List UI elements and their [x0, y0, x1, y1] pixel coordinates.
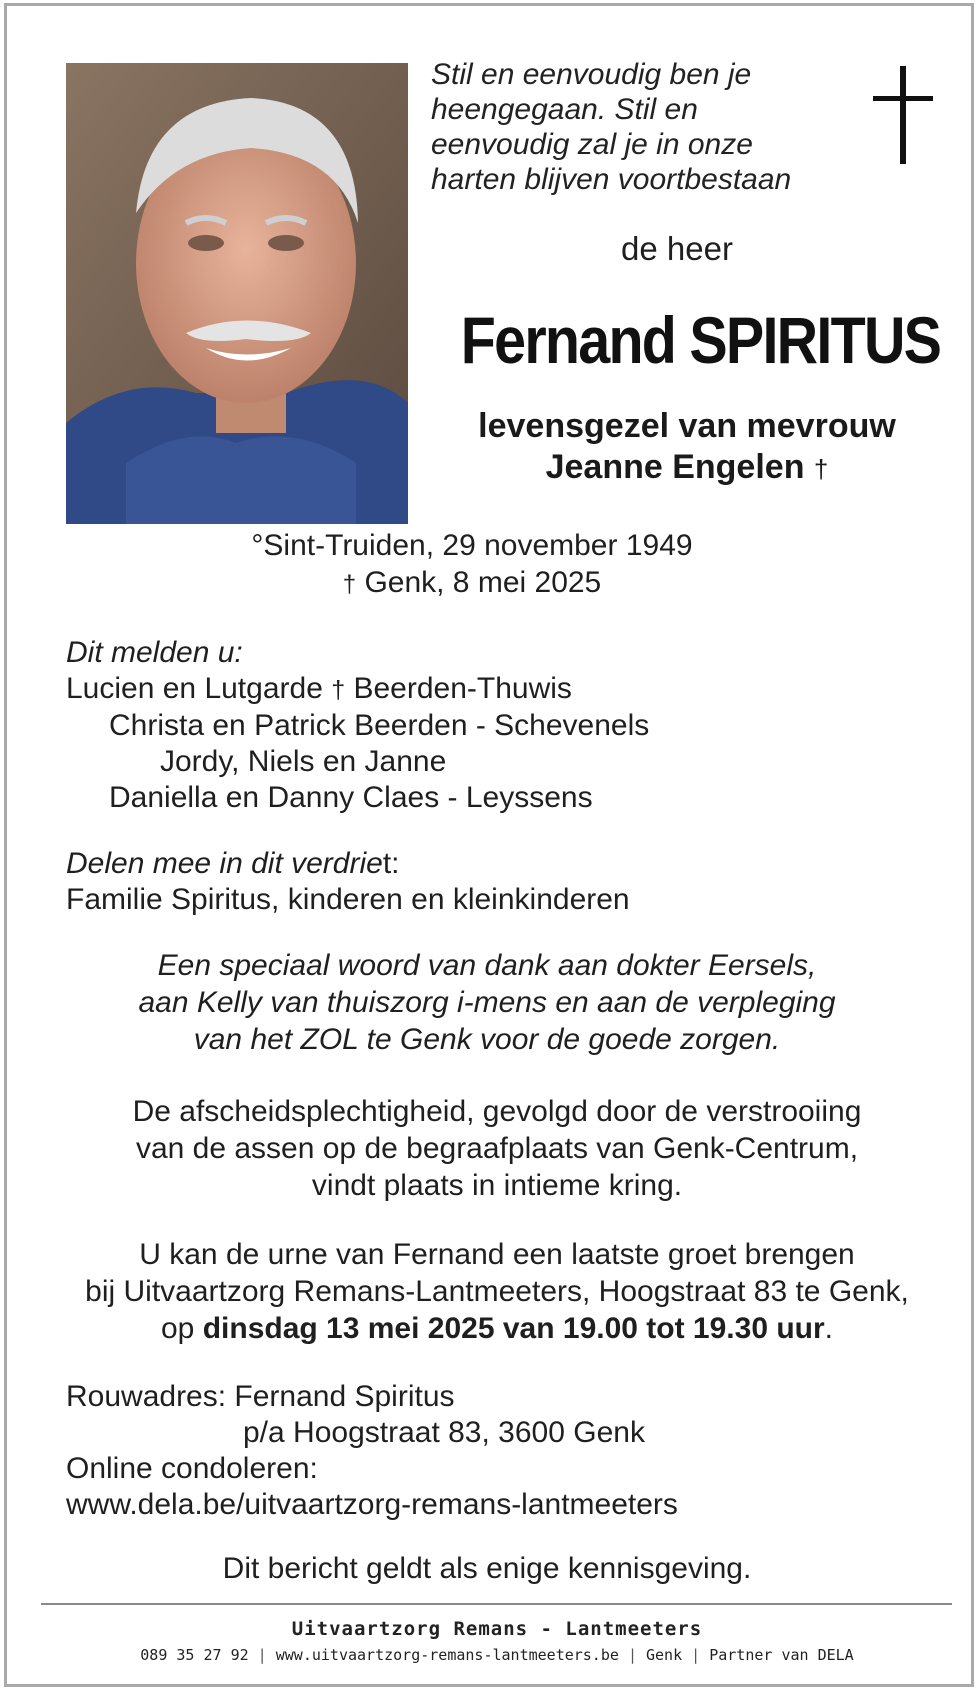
announcer-name: Lucien en Lutgarde [66, 672, 332, 705]
obituary-card [4, 3, 974, 1687]
deceased-mark-icon: † [813, 454, 829, 484]
poem-line: eenvoudig zal je in onze [431, 128, 753, 161]
poem [431, 57, 831, 197]
urn-datetime: dinsdag 13 mei 2025 van 19.00 tot 19.30 uur [202, 1312, 825, 1345]
title-prefix: de heer [621, 230, 733, 267]
funeral-company: Uitvaartzorg Remans - Lantmeeters [291, 1618, 703, 1640]
portrait-image [66, 63, 408, 524]
announcer-line: Daniella en Danny Claes - Leyssens [109, 781, 593, 814]
urn-line: bij Uitvaartzorg Remans-Lantmeeters, Hoogstraat 83 te Genk, [85, 1275, 909, 1308]
ceremony-note [67, 1093, 927, 1204]
condolence-url[interactable]: www.dela.be/uitvaartzorg-remans-lantmeeters [66, 1488, 678, 1521]
urn-line-post: . [824, 1312, 834, 1345]
phone-number[interactable]: 089 35 27 92 [140, 1646, 249, 1664]
partner-name-line [427, 447, 947, 490]
announcer-line: Jordy, Niels en Janne [160, 745, 447, 778]
separator: | [627, 1646, 637, 1664]
share-heading [66, 846, 630, 882]
footer-divider [41, 1603, 952, 1605]
address-line: p/a Hoogstraat 83, 3600 Genk [243, 1416, 645, 1449]
thanks-line: aan Kelly van thuiszorg i-mens en aan de verpleging [138, 986, 836, 1019]
announcers-heading: Dit melden u: [66, 636, 243, 669]
ceremony-line: vindt plaats in intieme kring. [311, 1169, 683, 1202]
poem-line: harten blijven voortbestaan [431, 163, 792, 196]
birth-date: °Sint-Truiden, 29 november 1949 [251, 529, 693, 562]
deceased-name: Fernand SPIRITUS [460, 303, 941, 377]
portrait-photo [66, 63, 408, 524]
partner-name: Jeanne Engelen [545, 448, 805, 486]
urn-line-pre: op [160, 1312, 203, 1345]
announcer-line: Christa en Patrick Beerden - Schevenels [109, 709, 650, 742]
death-mark-icon: † [342, 571, 357, 598]
cross-icon [873, 66, 933, 166]
share-heading-rest: t: [382, 847, 400, 880]
death-date: Genk, 8 mei 2025 [364, 566, 602, 599]
thanks-note [97, 947, 877, 1058]
share-grief [66, 846, 630, 918]
announcer-name: Beerden-Thuwis [345, 672, 572, 705]
announcers [66, 635, 649, 816]
ceremony-line: van de assen op de begraafplaats van Genk-Centrum, [135, 1132, 859, 1165]
company-website[interactable]: www.uitvaartzorg-remans-lantmeeters.be [275, 1646, 619, 1664]
urn-visit [47, 1236, 947, 1347]
death-date-line [207, 564, 737, 603]
separator: | [257, 1646, 267, 1664]
online-condolence-label: Online condoleren: [66, 1452, 318, 1485]
city: Genk [646, 1646, 683, 1664]
announcer-line [66, 671, 649, 708]
address-label: Rouwadres: Fernand Spiritus [66, 1380, 455, 1413]
urn-line: U kan de urne van Fernand een laatste groet brengen [139, 1238, 855, 1271]
partner-label: Partner van DELA [709, 1646, 854, 1664]
thanks-line: van het ZOL te Genk voor de goede zorgen. [193, 1023, 781, 1056]
thanks-line: Een speciaal woord van dank aan dokter Eersels, [157, 949, 817, 982]
poem-line: heengegaan. Stil en [431, 93, 698, 126]
address-block [66, 1379, 678, 1523]
separator: | [691, 1646, 701, 1664]
footer-contact [87, 1646, 907, 1664]
notice: Dit bericht geldt als enige kennisgeving. [222, 1552, 752, 1585]
poem-line: Stil en eenvoudig ben je [431, 58, 752, 91]
partner-block [427, 406, 947, 490]
deceased-mark-icon: † [331, 676, 346, 704]
partner-line: levensgezel van mevrouw [478, 407, 896, 445]
life-dates [207, 527, 737, 603]
ceremony-line: De afscheidsplechtigheid, gevolgd door de verstrooiing [132, 1095, 862, 1128]
share-text: Familie Spiritus, kinderen en kleinkinderen [66, 883, 630, 916]
urn-line [47, 1310, 947, 1347]
share-heading-italic: Delen mee in dit verdrie [66, 847, 383, 880]
